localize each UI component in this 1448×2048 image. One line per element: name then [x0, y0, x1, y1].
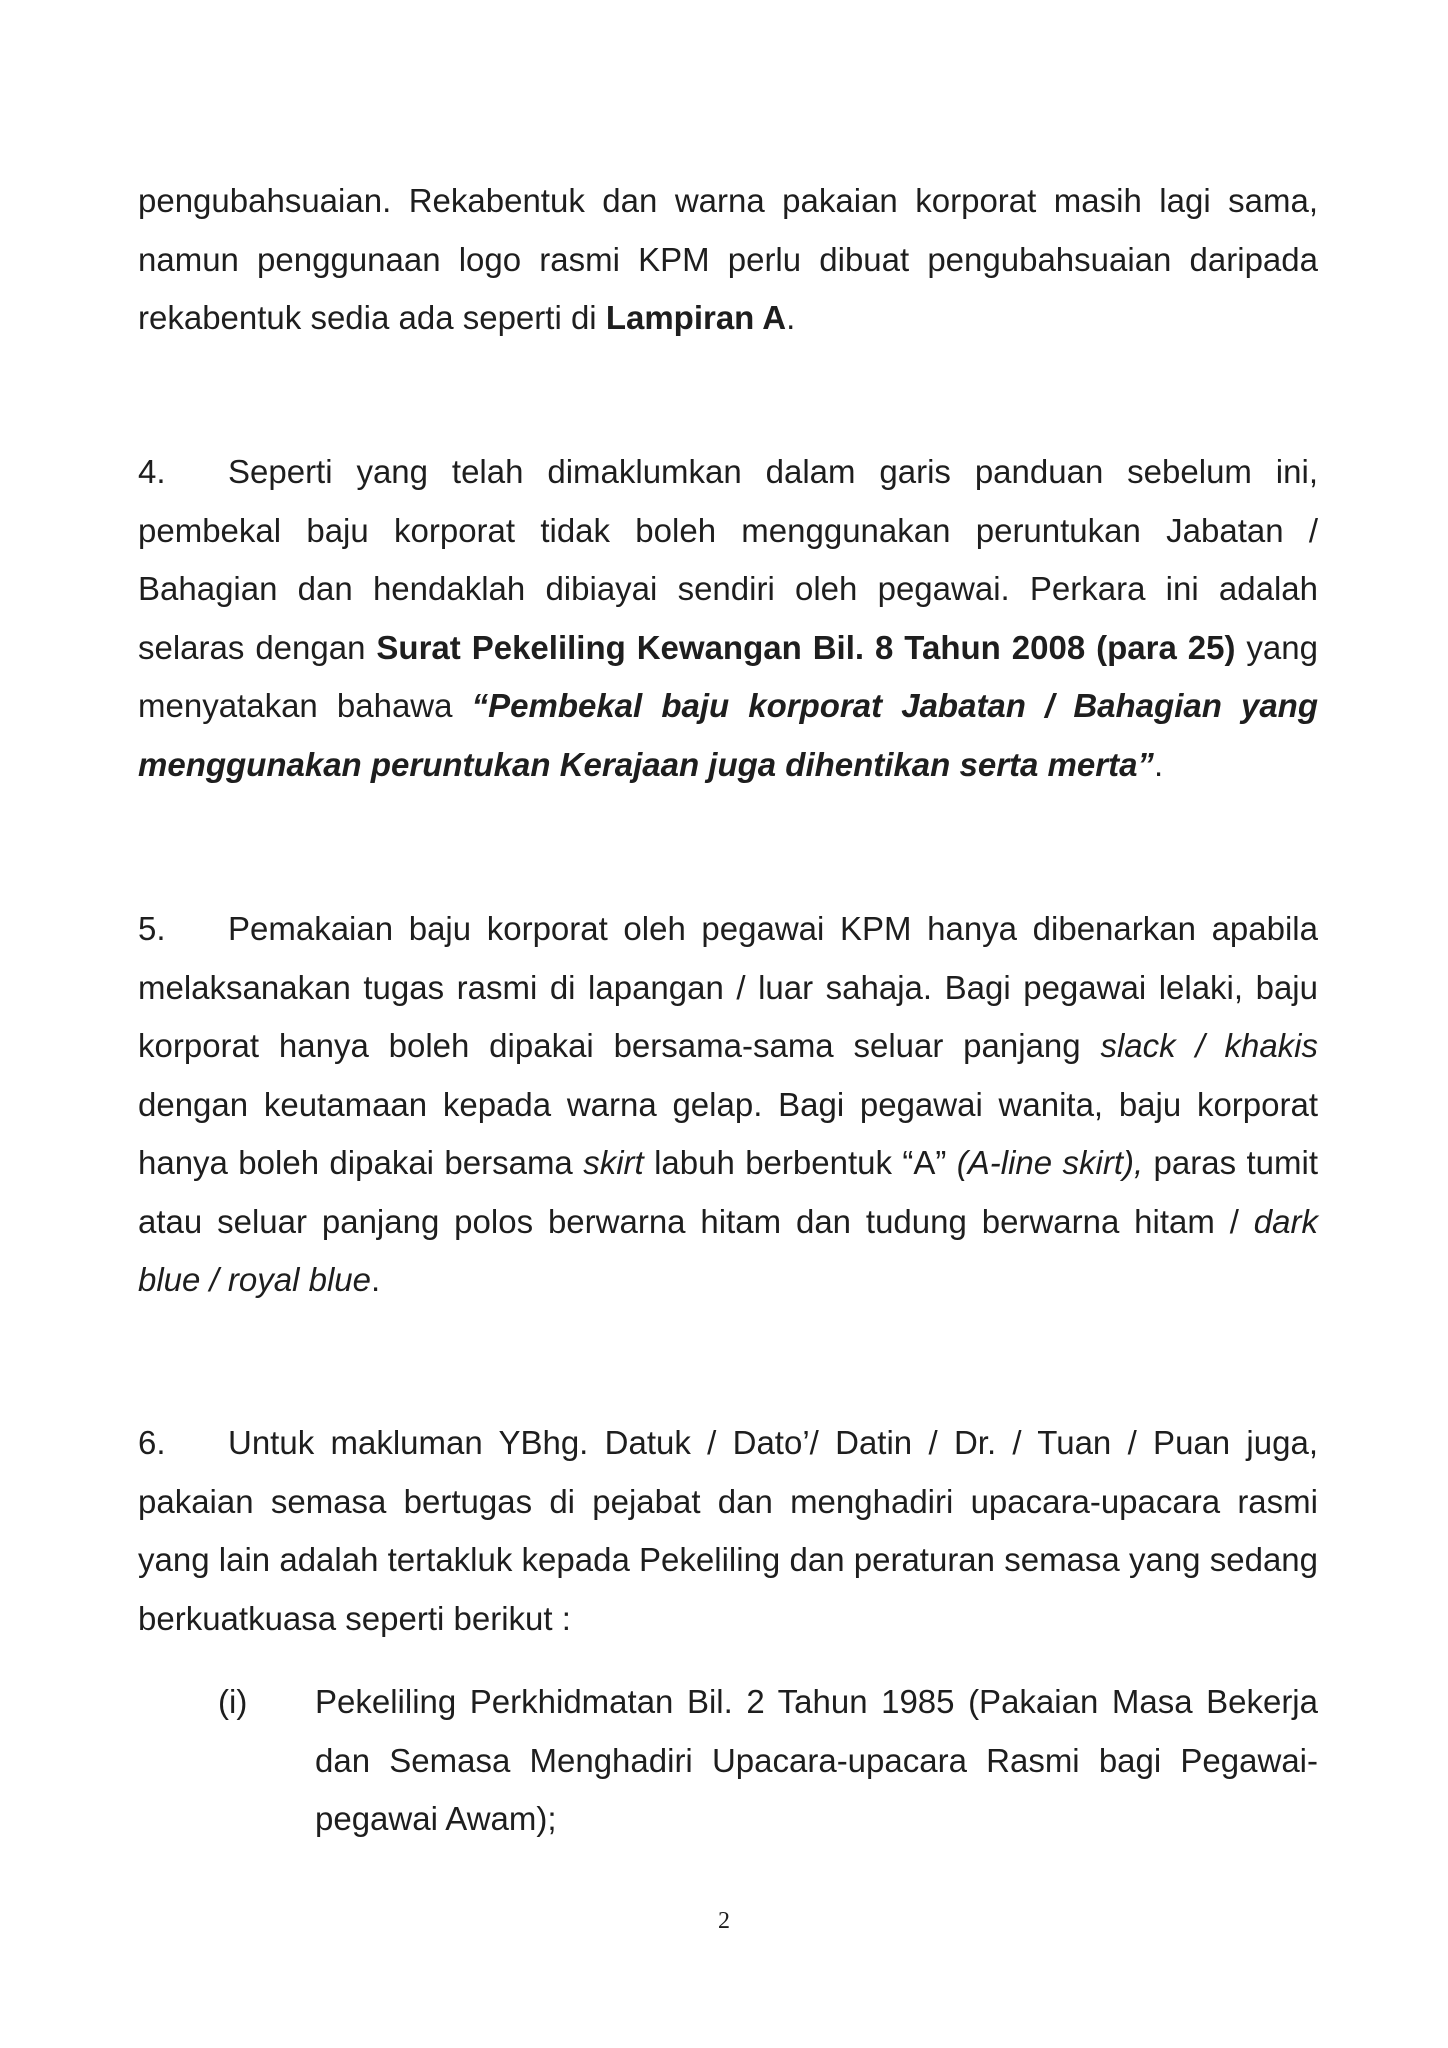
- paragraph-text: pengubahsuaian. Rekabentuk dan warna pakaian korporat masih lagi sama, namun penggunaan logo rasmi KPM perlu dibuat pengubahsuaian daripada rekabentuk sedia ada seperti di: [138, 182, 1318, 336]
- paragraph-4: [138, 443, 1318, 794]
- italic-term: skirt: [583, 1144, 644, 1181]
- italic-term: (A-line skirt),: [956, 1144, 1144, 1181]
- paragraph-text: .: [1153, 745, 1164, 783]
- paragraph-continued: [138, 172, 1318, 348]
- paragraph-text: Pemakaian baju korporat oleh pegawai KPM hanya dibenarkan apabila melaksanakan tugas rasmi di lapangan / luar sahaja. Bagi pegawai lelaki, baju korporat hanya boleh dipakai bersama-sama seluar panjang: [138, 910, 1318, 1064]
- list-item: [218, 1673, 1318, 1849]
- paragraph-text: Untuk makluman YBhg. Datuk / Dato’/ Datin / Dr. / Tuan / Puan juga, pakaian semasa bertugas di pejabat dan menghadiri upacara-upacara rasmi yang lain adalah tertakluk kepada Pekeliling dan peraturan semasa yang sedang berkuatkuasa seperti berikut :: [138, 1424, 1318, 1637]
- paragraph-5: [138, 900, 1318, 1310]
- list-item-marker: (i): [218, 1683, 248, 1720]
- paragraph-text: .: [786, 299, 796, 336]
- paragraph-text: paras tumit atau seluar panjang polos berwarna hitam dan tudung berwarna hitam /: [138, 1144, 1319, 1240]
- page-number: 2: [718, 1908, 730, 1934]
- paragraph-6: [138, 1414, 1318, 1648]
- paragraph-number: 6.: [138, 1424, 166, 1461]
- paragraph-text: dengan keutamaan kepada warna gelap. Bagi pegawai wanita, baju korporat hanya boleh dipakai bersama: [138, 1085, 1318, 1181]
- paragraph-number: 5.: [138, 910, 166, 947]
- paragraph-number: 4.: [138, 453, 166, 490]
- circular-reference: Surat Pekeliling Kewangan Bil. 8 Tahun 2008 (para 25): [376, 628, 1236, 666]
- paragraph-text: .: [370, 1261, 381, 1298]
- quoted-statement: “Pembekal baju korporat Jabatan / Bahagian yang menggunakan peruntukan Kerajaan juga dihentikan serta merta”: [138, 687, 1319, 783]
- italic-term: dark blue / royal blue: [138, 1202, 1318, 1298]
- italic-term: slack / khakis: [1100, 1027, 1319, 1064]
- paragraph-text: labuh berbentuk “A”: [643, 1144, 957, 1181]
- list-item-text: Pekeliling Perkhidmatan Bil. 2 Tahun 1985 (Pakaian Masa Bekerja dan Semasa Menghadiri Upacara-upacara Rasmi bagi Pegawai-pegawai Awam);: [315, 1683, 1318, 1837]
- paragraph-text: yang menyatakan bahawa: [138, 628, 1318, 724]
- lampiran-reference: Lampiran A: [605, 299, 787, 336]
- paragraph-text: Seperti yang telah dimaklumkan dalam garis panduan sebelum ini, pembekal baju korporat tidak boleh menggunakan peruntukan Jabatan / Bahagian dan hendaklah dibiayai sendiri oleh pegawai. Perkara ini adalah selaras dengan: [138, 453, 1318, 666]
